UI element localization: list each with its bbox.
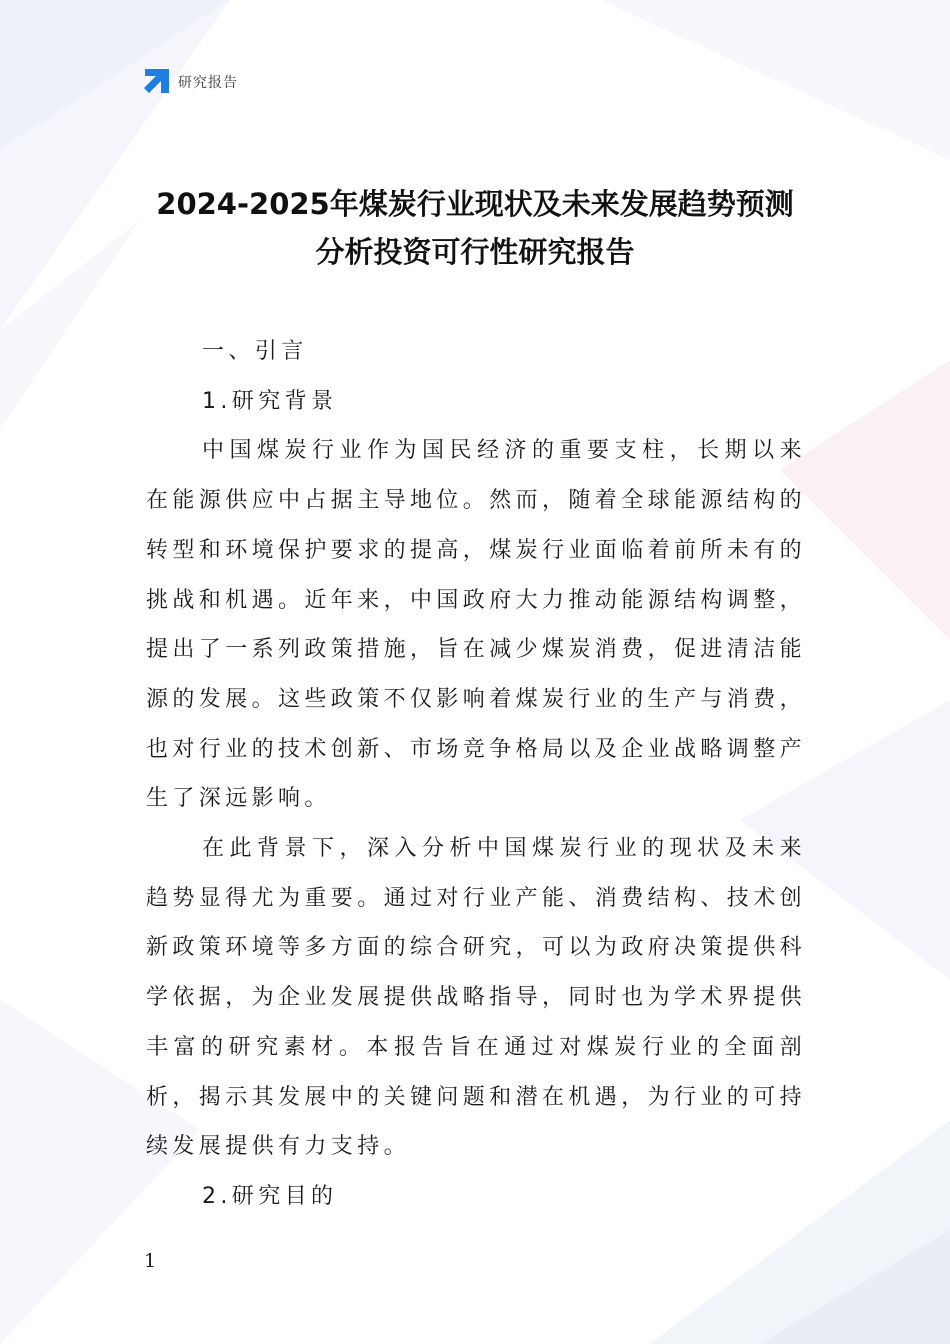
paragraph-background-2: 在此背景下，深入分析中国煤炭行业的现状及未来趋势显得尤为重要。通过对行业产能、消费结构、技术创新政策环境等多方面的综合研究，可以为政府决策提供科学依据，为企业发展提供战略指导，同时也为学术界提供丰富的研究素材。本报告旨在通过对煤炭行业的全面剖析，揭示其发展中的关键问题和潜在机遇，为行业的可持续发展提供有力支持。 <box>146 836 807 1160</box>
page-number: 1 <box>144 1250 157 1272</box>
document-body <box>146 327 806 1222</box>
report-header <box>143 68 238 95</box>
header-label: 研究报告 <box>178 74 238 91</box>
arrow-up-right-icon <box>143 68 170 95</box>
subsection-heading-background: 1.研究背景 <box>202 388 338 414</box>
document-title <box>130 180 820 276</box>
section-heading-introduction: 一、引言 <box>202 339 308 364</box>
subsection-heading-purpose: 2.研究目的 <box>202 1183 338 1209</box>
title-line-1: 2024-2025年煤炭行业现状及未来发展趋势预测 <box>156 187 794 221</box>
title-line-2: 分析投资可行性研究报告 <box>315 235 635 269</box>
paragraph-background-1: 中国煤炭行业作为国民经济的重要支柱，长期以来在能源供应中占据主导地位。然而，随着全球能源结构的转型和环境保护要求的提高，煤炭行业面临着前所未有的挑战和机遇。近年来，中国政府大力推动能源结构调整，提出了一系列政策措施，旨在减少煤炭消费，促进清洁能源的发展。这些政策不仅影响着煤炭行业的生产与消费，也对行业的技术创新、市场竞争格局以及企业战略调整产生了深远影响。 <box>146 438 807 812</box>
